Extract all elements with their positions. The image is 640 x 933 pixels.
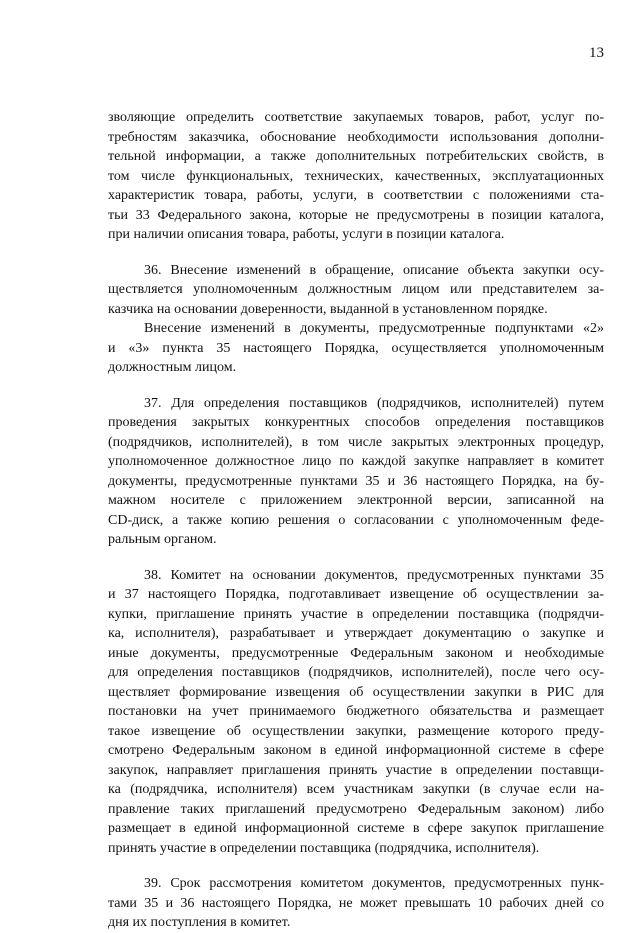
text-line: постановки на учет принимаемого бюджетного обязательства и размещает: [108, 704, 604, 719]
text-line: (подрядчиков, исполнителей), в том числе закрытых электронных процедур,: [108, 434, 604, 450]
text-line: требностям заказчика, обоснование необходимости использования дополни-: [108, 129, 604, 145]
text-line: документы, предусмотренные пунктами 35 и 36 настоящего Порядка, на бу-: [108, 473, 604, 489]
text-line: 37. Для определения поставщиков (подрядчиков, исполнителей) путем: [144, 395, 604, 411]
text-line: 36. Внесение изменений в обращение, описание объекта закупки осу-: [144, 262, 604, 278]
text-line: тельной информации, а также дополнительных потребительских свойств, в: [108, 149, 604, 164]
document-body: [108, 108, 604, 933]
paragraph-gap: [108, 550, 604, 566]
text-line: и 37 настоящего Порядка, подготавливает извещение об осуществлении за-: [108, 587, 604, 602]
text-line: ка, исполнителя), разрабатывает и утверждает документацию о закупке и: [108, 626, 604, 641]
text-line: CD-диск, а также копию решения о согласовании с уполномоченным феде-: [108, 512, 604, 528]
text-line: такое извещение об осуществлении закупки, размещение которого преду-: [108, 723, 604, 739]
text-line: 38. Комитет на основании документов, предусмотренных пунктами 35: [144, 567, 604, 583]
text-line: купки, приглашение принять участие в определении поставщика (подрядчи-: [108, 606, 604, 622]
text-line: тами 35 и 36 настоящего Порядка, не может превышать 10 рабочих дней со: [108, 895, 604, 911]
text-line: 39. Срок рассмотрения комитетом документов, предусмотренных пунк-: [144, 876, 604, 891]
text-line: ществляет формирование извещения об осуществлении закупки в РИС для: [108, 684, 604, 700]
paragraph-gap: [108, 378, 604, 394]
text-line: при наличии описания товара, работы, услуги в позиции каталога.: [108, 227, 505, 242]
text-line: размещает в единой информационной системе в сфере закупок приглашение: [108, 821, 604, 836]
paragraph-gap: [108, 245, 604, 261]
text-line: ка (подрядчика, исполнителя) всем участникам закупки (в случае если на-: [108, 782, 604, 797]
text-line: принять участие в определении поставщика (подрядчика, исполнителя).: [108, 840, 540, 856]
text-line: ществляется уполномоченным должностным лицом или представителем за-: [108, 282, 604, 297]
text-line: ральным органом.: [108, 532, 217, 547]
paragraph-gap: [108, 858, 604, 874]
text-line: Внесение изменений в документы, предусмотренные подпунктами «2»: [144, 321, 604, 336]
text-line: закупок, направляет приглашения принять участие в определении поставщи-: [108, 762, 604, 778]
text-line: мажном носителе с приложением электронной версии, записанной на: [108, 493, 604, 508]
text-line: тьи 33 Федерального закона, которые не предусмотрены в позиции каталога,: [108, 207, 604, 223]
paragraph-item-38: [108, 566, 604, 859]
paragraph-continuation: [108, 108, 604, 245]
paragraph-item-39: [108, 874, 604, 933]
text-line: смотрено Федеральным законом в единой информационной системе в сфере: [108, 743, 604, 758]
text-line: зволяющие определить соответствие закупаемых товаров, работ, услуг по-: [108, 110, 604, 125]
page-number: 13: [589, 45, 604, 61]
text-line: для определения поставщиков (подрядчиков, исполнителей), после чего осу-: [108, 665, 604, 680]
paragraph-item-36-b: [108, 319, 604, 378]
text-line: и «3» пункта 35 настоящего Порядка, осуществляется уполномоченным: [108, 340, 604, 356]
text-line: иные документы, предусмотренные Федеральным законом и необходимые: [108, 645, 604, 661]
text-line: должностным лицом.: [108, 360, 237, 375]
text-line: проведения закрытых конкурентных способов определения поставщиков: [108, 415, 604, 430]
paragraph-item-37: [108, 394, 604, 550]
text-line: правление таких приглашений предусмотрено Федеральным законом) либо: [108, 801, 604, 817]
text-line: казчика на основании доверенности, выданной в установленном порядке.: [108, 301, 548, 317]
text-line: том числе функциональных, технических, качественных, эксплуатационных: [108, 168, 604, 184]
text-line: уполномоченное должностное лицо по каждой закупке направляет в комитет: [108, 454, 604, 469]
paragraph-item-36: [108, 261, 604, 320]
text-line: дня их поступления в комитет.: [108, 915, 291, 930]
text-line: характеристик товара, работы, услуги, в соответствии с положениями ста-: [108, 188, 604, 203]
